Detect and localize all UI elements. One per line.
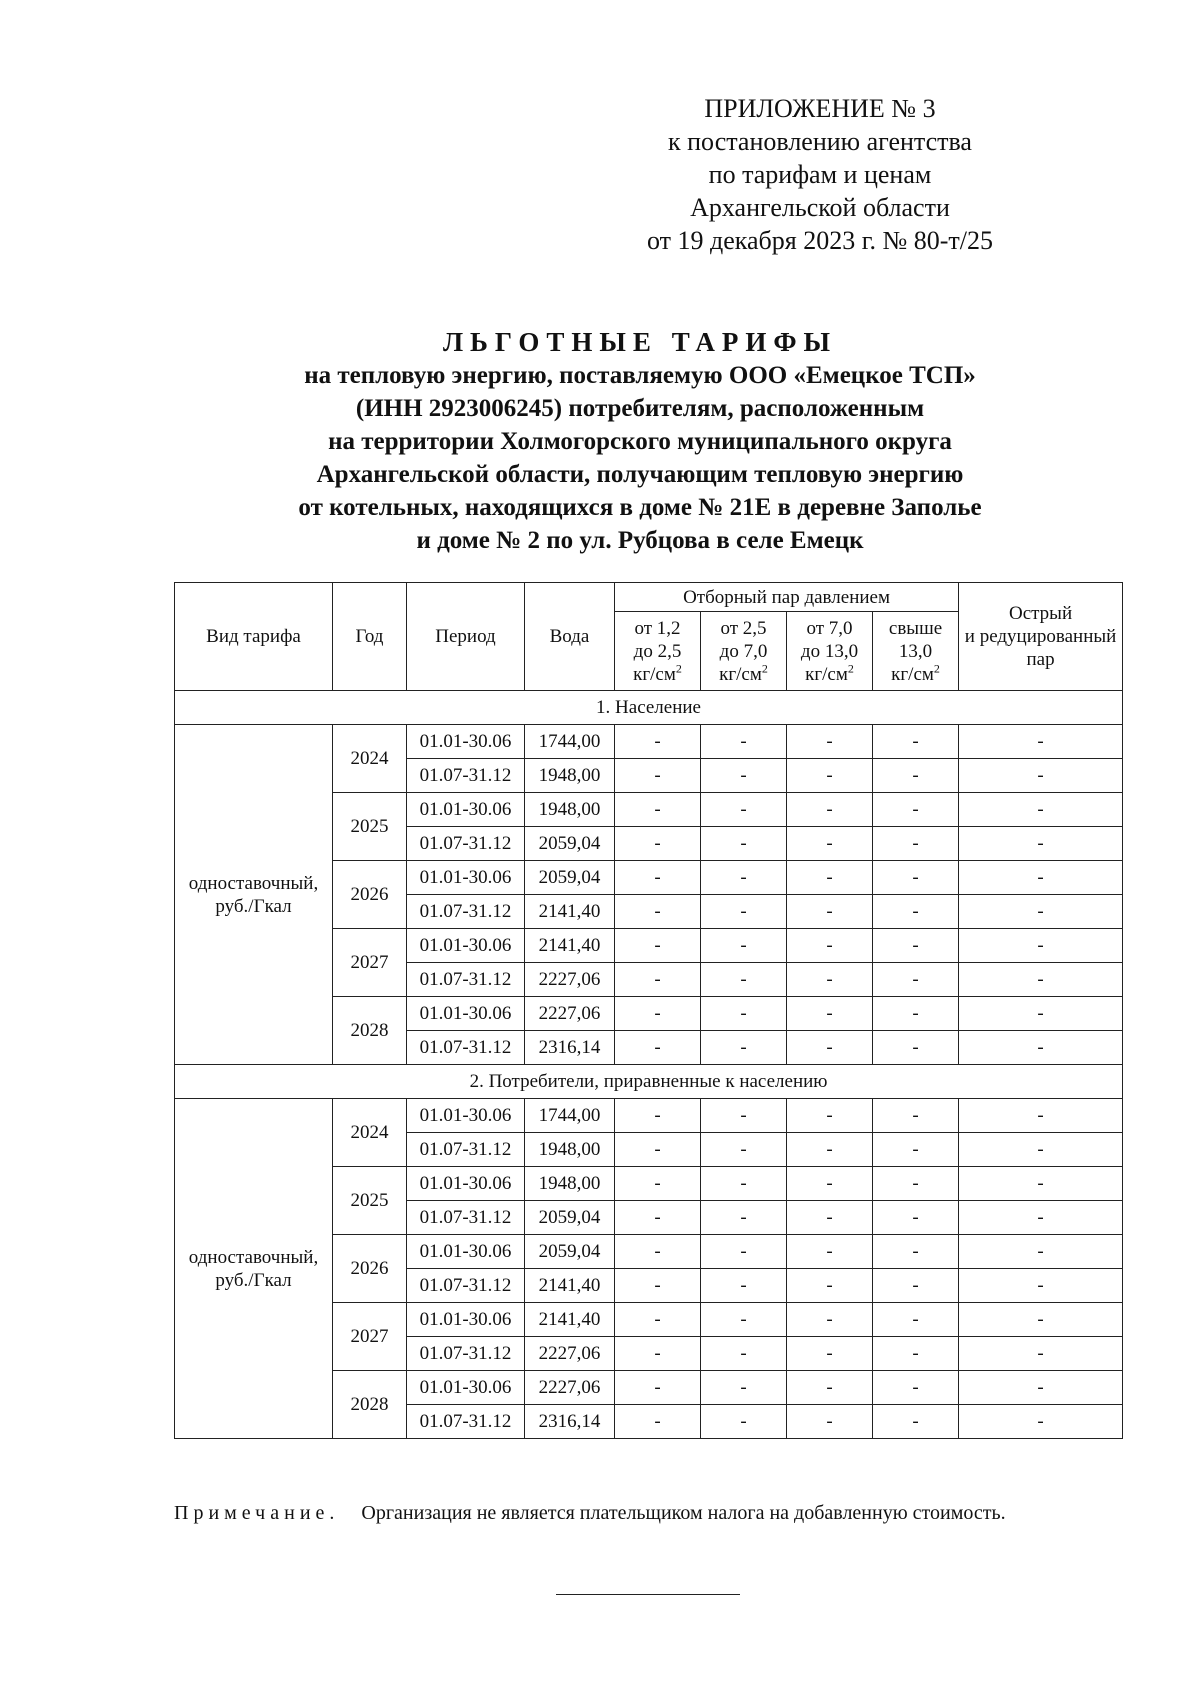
s4-cell: -	[873, 963, 959, 997]
s4-cell: -	[873, 1167, 959, 1201]
note	[174, 1502, 1134, 1525]
header-steam-line: от 2,5	[720, 617, 767, 639]
period-cell: 01.07-31.12	[407, 895, 525, 929]
section-row	[175, 1065, 1123, 1099]
s1-cell: -	[615, 759, 701, 793]
period-cell: 01.01-30.06	[407, 1235, 525, 1269]
water-cell: 2316,14	[525, 1405, 615, 1439]
year-cell: 2028	[333, 1371, 407, 1439]
header-steam-line: 13,0	[898, 640, 933, 662]
header-steam-line: до 7,0	[719, 640, 768, 662]
appendix-line: от 19 декабря 2023 г. № 80-т/25	[646, 226, 994, 255]
s1-cell: -	[615, 793, 701, 827]
s1-cell: -	[615, 1031, 701, 1065]
header-sharp-line: Острый	[1008, 603, 1073, 624]
s4-cell: -	[873, 1337, 959, 1371]
note-label: Примечание.	[174, 1502, 340, 1524]
tariff-kind-line: одноставочный,	[188, 1246, 319, 1268]
s1-cell: -	[615, 1235, 701, 1269]
s1-cell: -	[615, 895, 701, 929]
s2-cell: -	[701, 1337, 787, 1371]
year-cell: 2028	[333, 997, 407, 1065]
period-cell: 01.07-31.12	[407, 827, 525, 861]
water-cell: 1948,00	[525, 759, 615, 793]
water-cell: 1948,00	[525, 1167, 615, 1201]
s3-cell: -	[787, 827, 873, 861]
s4-cell: -	[873, 827, 959, 861]
s2-cell: -	[701, 1133, 787, 1167]
header-water: Вода	[525, 583, 615, 691]
sharp-cell: -	[959, 793, 1123, 827]
end-rule	[556, 1594, 740, 1595]
header-sharp-steam	[959, 583, 1123, 691]
s1-cell: -	[615, 1167, 701, 1201]
s2-cell: -	[701, 1269, 787, 1303]
water-cell: 1948,00	[525, 1133, 615, 1167]
tariff-kind-cell	[175, 725, 333, 1065]
s1-cell: -	[615, 1201, 701, 1235]
s3-cell: -	[787, 759, 873, 793]
appendix-line: по тарифам и ценам	[708, 160, 932, 189]
s3-cell: -	[787, 1031, 873, 1065]
header-steam-unit: $кг/см^2$	[719, 661, 768, 685]
s4-cell: -	[873, 929, 959, 963]
table-row	[175, 1099, 1123, 1133]
header-kind: Вид тарифа	[175, 583, 333, 691]
period-cell: 01.07-31.12	[407, 1133, 525, 1167]
header-sharp-line: и редуцированный	[964, 626, 1117, 647]
water-cell: 2059,04	[525, 861, 615, 895]
header-steam-line: свыше	[888, 617, 943, 639]
document-title	[160, 326, 1120, 557]
sharp-cell: -	[959, 1337, 1123, 1371]
water-cell: 2059,04	[525, 1201, 615, 1235]
s1-cell: -	[615, 1303, 701, 1337]
header-steam-4	[873, 612, 959, 691]
year-cell: 2025	[333, 793, 407, 861]
s3-cell: -	[787, 1371, 873, 1405]
year-cell: 2026	[333, 1235, 407, 1303]
section-title: 1. Население	[175, 691, 1123, 725]
s3-cell: -	[787, 1099, 873, 1133]
water-cell: 2059,04	[525, 1235, 615, 1269]
header-sharp-line: пар	[1026, 649, 1055, 670]
header-steam-group: Отборный пар давлением	[615, 583, 959, 612]
sharp-cell: -	[959, 963, 1123, 997]
period-cell: 01.07-31.12	[407, 1269, 525, 1303]
sharp-cell: -	[959, 861, 1123, 895]
section-row	[175, 691, 1123, 725]
s2-cell: -	[701, 861, 787, 895]
s3-cell: -	[787, 1201, 873, 1235]
s3-cell: -	[787, 1235, 873, 1269]
s2-cell: -	[701, 1235, 787, 1269]
table-row	[175, 725, 1123, 759]
water-cell: 2141,40	[525, 929, 615, 963]
sharp-cell: -	[959, 1269, 1123, 1303]
s3-cell: -	[787, 1405, 873, 1439]
s4-cell: -	[873, 1031, 959, 1065]
water-cell: 2227,06	[525, 1371, 615, 1405]
s4-cell: -	[873, 725, 959, 759]
sharp-cell: -	[959, 725, 1123, 759]
section-title: 2. Потребители, приравненные к населению	[175, 1065, 1123, 1099]
tariff-table	[174, 582, 1123, 1439]
s1-cell: -	[615, 997, 701, 1031]
water-cell: 2059,04	[525, 827, 615, 861]
s3-cell: -	[787, 997, 873, 1031]
title-line: на тепловую энергию, поставляемую ООО «Емецкое ТСП»	[304, 362, 976, 389]
s4-cell: -	[873, 1405, 959, 1439]
note-text: Организация не является плательщиком налога на добавленную стоимость.	[361, 1502, 1006, 1524]
sharp-cell: -	[959, 1031, 1123, 1065]
s2-cell: -	[701, 1405, 787, 1439]
header-steam-unit: $кг/см^2$	[633, 661, 682, 685]
title-line: (ИНН 2923006245) потребителям, расположенным	[355, 395, 925, 422]
sharp-cell: -	[959, 895, 1123, 929]
title-line: на территории Холмогорского муниципального округа	[328, 428, 952, 455]
water-cell: 1948,00	[525, 793, 615, 827]
title-line: и доме № 2 по ул. Рубцова в селе Емецк	[416, 527, 864, 554]
s2-cell: -	[701, 929, 787, 963]
appendix-line: ПРИЛОЖЕНИЕ № 3	[704, 94, 936, 123]
period-cell: 01.07-31.12	[407, 759, 525, 793]
appendix-block	[620, 92, 1020, 257]
year-cell: 2025	[333, 1167, 407, 1235]
s3-cell: -	[787, 1133, 873, 1167]
s4-cell: -	[873, 1235, 959, 1269]
s2-cell: -	[701, 997, 787, 1031]
tariff-kind-cell	[175, 1099, 333, 1439]
year-cell: 2027	[333, 929, 407, 997]
period-cell: 01.07-31.12	[407, 963, 525, 997]
s1-cell: -	[615, 861, 701, 895]
s2-cell: -	[701, 963, 787, 997]
s2-cell: -	[701, 725, 787, 759]
s1-cell: -	[615, 929, 701, 963]
header-steam-line: до 2,5	[633, 640, 682, 662]
s1-cell: -	[615, 1269, 701, 1303]
s1-cell: -	[615, 827, 701, 861]
period-cell: 01.07-31.12	[407, 1201, 525, 1235]
period-cell: 01.01-30.06	[407, 1167, 525, 1201]
tariff-table-body	[175, 691, 1123, 1439]
s3-cell: -	[787, 1167, 873, 1201]
header-steam-3	[787, 612, 873, 691]
period-cell: 01.01-30.06	[407, 929, 525, 963]
sharp-cell: -	[959, 1133, 1123, 1167]
period-cell: 01.01-30.06	[407, 1099, 525, 1133]
s3-cell: -	[787, 1337, 873, 1371]
water-cell: 2227,06	[525, 963, 615, 997]
header-year: Год	[333, 583, 407, 691]
s4-cell: -	[873, 759, 959, 793]
water-cell: 2316,14	[525, 1031, 615, 1065]
s3-cell: -	[787, 793, 873, 827]
period-cell: 01.01-30.06	[407, 793, 525, 827]
sharp-cell: -	[959, 759, 1123, 793]
title-main: ЛЬГОТНЫЕ ТАРИФЫ	[442, 327, 838, 357]
s2-cell: -	[701, 1099, 787, 1133]
s3-cell: -	[787, 725, 873, 759]
s2-cell: -	[701, 1201, 787, 1235]
year-cell: 2027	[333, 1303, 407, 1371]
period-cell: 01.01-30.06	[407, 997, 525, 1031]
year-cell: 2024	[333, 1099, 407, 1167]
s4-cell: -	[873, 997, 959, 1031]
water-cell: 2141,40	[525, 1303, 615, 1337]
header-period: Период	[407, 583, 525, 691]
s4-cell: -	[873, 1099, 959, 1133]
period-cell: 01.07-31.12	[407, 1031, 525, 1065]
s1-cell: -	[615, 1337, 701, 1371]
s1-cell: -	[615, 1133, 701, 1167]
water-cell: 2227,06	[525, 997, 615, 1031]
header-steam-2	[701, 612, 787, 691]
s2-cell: -	[701, 1303, 787, 1337]
s4-cell: -	[873, 1201, 959, 1235]
header-steam-line: от 7,0	[806, 617, 853, 639]
sharp-cell: -	[959, 1371, 1123, 1405]
s1-cell: -	[615, 725, 701, 759]
period-cell: 01.01-30.06	[407, 861, 525, 895]
tariff-kind-line: одноставочный,	[188, 872, 319, 894]
sharp-cell: -	[959, 827, 1123, 861]
s4-cell: -	[873, 861, 959, 895]
s2-cell: -	[701, 827, 787, 861]
s2-cell: -	[701, 793, 787, 827]
sharp-cell: -	[959, 1167, 1123, 1201]
s3-cell: -	[787, 895, 873, 929]
s4-cell: -	[873, 793, 959, 827]
period-cell: 01.07-31.12	[407, 1337, 525, 1371]
header-steam-line: до 13,0	[800, 640, 859, 662]
sharp-cell: -	[959, 1303, 1123, 1337]
s3-cell: -	[787, 963, 873, 997]
s4-cell: -	[873, 1371, 959, 1405]
header-steam-line: от 1,2	[634, 617, 681, 639]
title-line: Архангельской области, получающим тепловую энергию	[316, 461, 964, 488]
tariff-kind-line: руб./Гкал	[215, 1269, 292, 1291]
sharp-cell: -	[959, 997, 1123, 1031]
water-cell: 1744,00	[525, 1099, 615, 1133]
period-cell: 01.07-31.12	[407, 1405, 525, 1439]
period-cell: 01.01-30.06	[407, 1371, 525, 1405]
s2-cell: -	[701, 1167, 787, 1201]
period-cell: 01.01-30.06	[407, 725, 525, 759]
s1-cell: -	[615, 1371, 701, 1405]
s2-cell: -	[701, 1371, 787, 1405]
s4-cell: -	[873, 1303, 959, 1337]
water-cell: 2141,40	[525, 895, 615, 929]
sharp-cell: -	[959, 1201, 1123, 1235]
s1-cell: -	[615, 963, 701, 997]
s2-cell: -	[701, 759, 787, 793]
sharp-cell: -	[959, 1099, 1123, 1133]
header-steam-1	[615, 612, 701, 691]
s3-cell: -	[787, 1269, 873, 1303]
sharp-cell: -	[959, 929, 1123, 963]
water-cell: 2227,06	[525, 1337, 615, 1371]
year-cell: 2026	[333, 861, 407, 929]
s3-cell: -	[787, 861, 873, 895]
title-line: от котельных, находящихся в доме № 21Е в деревне Заполье	[298, 494, 982, 521]
s2-cell: -	[701, 895, 787, 929]
water-cell: 1744,00	[525, 725, 615, 759]
s2-cell: -	[701, 1031, 787, 1065]
appendix-line: к постановлению агентства	[668, 127, 972, 156]
appendix-line: Архангельской области	[690, 193, 950, 222]
s4-cell: -	[873, 895, 959, 929]
s4-cell: -	[873, 1269, 959, 1303]
year-cell: 2024	[333, 725, 407, 793]
header-steam-unit: $кг/см^2$	[805, 661, 854, 685]
header-steam-unit: $кг/см^2$	[891, 661, 940, 685]
sharp-cell: -	[959, 1235, 1123, 1269]
s3-cell: -	[787, 1303, 873, 1337]
sharp-cell: -	[959, 1405, 1123, 1439]
s1-cell: -	[615, 1405, 701, 1439]
s4-cell: -	[873, 1133, 959, 1167]
s3-cell: -	[787, 929, 873, 963]
tariff-kind-line: руб./Гкал	[215, 895, 292, 917]
period-cell: 01.01-30.06	[407, 1303, 525, 1337]
water-cell: 2141,40	[525, 1269, 615, 1303]
s1-cell: -	[615, 1099, 701, 1133]
